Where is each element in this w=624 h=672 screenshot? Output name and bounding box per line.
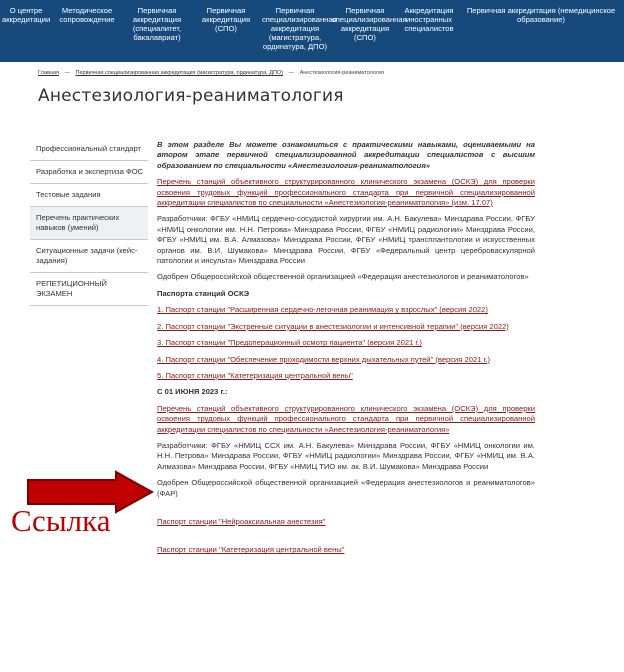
sidebar xyxy=(30,138,148,306)
developers-text-2023: Разработчики: ФГБУ «НМИЦ ССХ им. А.Н. Бакулева» Минздрава России, ФГБУ «НМИЦ онкологии им. Н.Н. Петрова» Минздрава России, ФГБУ «НМИЦ радиологии» Минздрава России, ФГБУ «НМИЦ им. В.А. Алмазова» Минздрава России, ФГБУ «НМИЦ ТИО им. ак. В.И. Шумакова» Минздрава России xyxy=(157,440,535,471)
sidebar-item-practical-skills[interactable]: Перечень практических навыков (умений) xyxy=(30,207,148,240)
link-annotation-label: Ссылка xyxy=(11,503,111,538)
breadcrumb-separator: — xyxy=(64,70,70,76)
sidebar-item-professional-standard[interactable]: Профессиональный стандарт xyxy=(30,138,148,161)
developers-text: Разработчики: ФГБУ «НМИЦ сердечно-сосудистой хирургии им. А.Н. Бакулева» Минздрава России, ФГБУ «НМИЦ онкологии им. Н.Н. Петрова» Минздрава России, ФГБУ «НМИЦ радиологии» Минздрава России, ФГБУ «НМИЦ им. В.А. Алмазова» Минздрава России, ФГБУ «НМИЦ трансплантологии и искусственных органов им. В.И. Шумакова» Минздрава России, ФГБУ «Федеральный центр цереброваскулярной патологии и инсульта» Минздрава России xyxy=(157,214,535,266)
spacer xyxy=(157,505,535,517)
stations-list-link-2023[interactable]: Перечень станций объективного структурированного клинического экзамена (ОСКЭ) для проверки освоения трудовых функций профессионального стандарта при первичной специализированной аккредитации специалистов по специальности «Анестезиология-реаниматология» xyxy=(157,403,535,434)
breadcrumb-separator: — xyxy=(288,70,295,76)
page-title: Анестезиология-реаниматология xyxy=(38,86,344,106)
passports-list xyxy=(157,305,535,381)
nav-item-methodology[interactable]: Методическое сопровождение xyxy=(59,6,115,24)
passport-link[interactable]: 2. Паспорт станции "Экстренные ситуации в анестезиологии и интенсивной терапии" (версия 2022) xyxy=(157,321,509,331)
stations-list-link[interactable]: Перечень станций объективного структурированного клинического экзамена (ОСКЭ) для проверки освоения трудовых функций профессионального стандарта при первичной специализированной аккредитации специалистов по специальности «Анестезиология-реаниматология» (изм. 17.07) xyxy=(157,177,535,208)
date-heading: С 01 ИЮНЯ 2023 г.: xyxy=(157,387,228,397)
breadcrumb-current: Анестезиология-реаниматология xyxy=(299,70,385,76)
nav-item-primary-specialty[interactable]: Первичная аккредитация (специалитет, бакалавриат) xyxy=(132,6,182,42)
passport-link[interactable]: 5. Паспорт станции "Катетеризация центральной вены" xyxy=(157,370,353,380)
nav-item-primary-specialized[interactable]: Первичная специализированная аккредитация (магистратура, ординатура, ДПО) xyxy=(262,6,337,51)
main-content xyxy=(157,140,535,562)
breadcrumb xyxy=(38,70,384,76)
breadcrumb-home[interactable]: Главная xyxy=(38,70,59,76)
intro-text: В этом разделе Вы можете ознакомиться с практическими навыками, оцениваемыми на втором этапе первичной специализированной аккредитации специалистов с высшим образованием по специальности «Анестезиология-реаниматология» xyxy=(157,140,535,170)
approval-text-2023: Одобрен Общероссийской общественной организацией «Федерация анестезиологов и реаниматологов» (ФАР) xyxy=(157,478,535,498)
sidebar-item-tests[interactable]: Тестовые задания xyxy=(30,184,148,207)
passports-list-2023 xyxy=(157,517,535,556)
passport-link[interactable]: 4. Паспорт станции "Обеспечение проходимости верхних дыхательных путей" (версия 2021 г.) xyxy=(157,354,491,364)
passport-link[interactable]: Паспорт станции "Катетеризация центральной вены" xyxy=(157,545,345,555)
breadcrumb-section[interactable]: Первичная специализированная аккредитация (магистратура, ординатура, ДПО) xyxy=(75,70,283,76)
sidebar-item-fos[interactable]: Разработка и экспертиза ФОС xyxy=(30,161,148,184)
passport-link[interactable]: Паспорт станции "Нейроаксиальная анестезия" xyxy=(157,516,326,526)
spacer xyxy=(157,533,535,545)
nav-item-primary-specialized-spo[interactable]: Первичная специализированная аккредитация (СПО) xyxy=(332,6,407,42)
sidebar-item-rehearsal-exam[interactable]: РЕПЕТИЦИОННЫЙ ЭКЗАМЕН xyxy=(30,273,148,306)
nav-item-about[interactable]: О центре аккредитации xyxy=(2,6,51,24)
nav-item-primary-spo[interactable]: Первичная аккредитация (СПО) xyxy=(201,6,251,33)
passport-link[interactable]: 3. Паспорт станции "Предоперационный осмотр пациента" (версия 2021 г.) xyxy=(157,338,422,348)
sidebar-item-case-tasks[interactable]: Ситуационные задачи (кейс-задания) xyxy=(30,240,148,273)
nav-item-foreign-specialists[interactable]: Аккредитация иностранных специалистов xyxy=(404,6,454,33)
passport-link[interactable]: 1. Паспорт станции "Расширенная сердечно-легочная реанимация у взрослых" (версия 2022) xyxy=(157,305,488,315)
nav-item-non-medical[interactable]: Первичная аккредитация (немедицинское образование) xyxy=(466,6,616,24)
approval-text: Одобрен Общероссийской общественной организацией «Федерация анестезиологов и реаниматологов» xyxy=(157,272,529,282)
passports-heading: Паспорта станций ОСКЭ xyxy=(157,288,250,298)
top-navigation xyxy=(0,0,624,62)
